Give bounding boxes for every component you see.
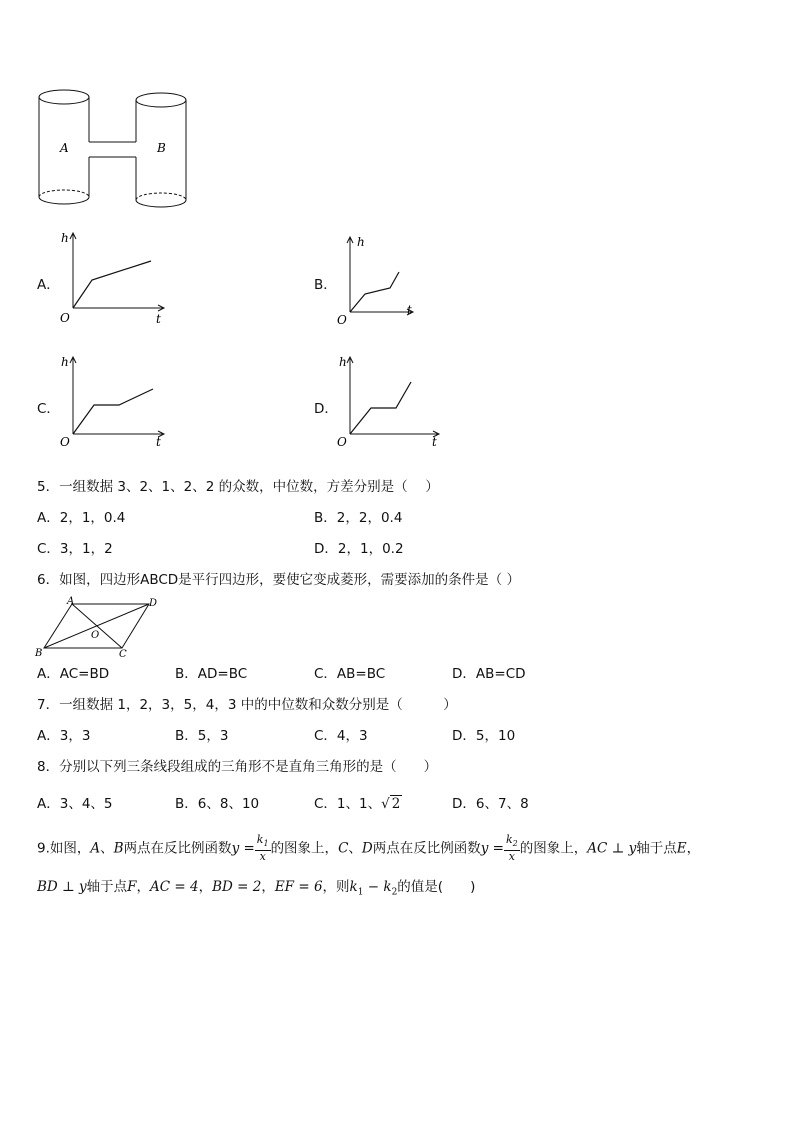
frac1-den: x [259,850,266,864]
graph-d-o: O [337,435,347,449]
graph-c-o: O [60,435,70,449]
q9-l2-e: AC = 4 [150,879,199,895]
graph-a-t: t [156,312,161,326]
q9-y-eq-1: y = [231,840,255,857]
kd-minus: − [363,879,384,895]
q9-l2-b: 轴于点 [86,879,128,895]
graph-option-a[interactable] [58,228,173,328]
q6-stem: 6．如图，四边形ABCD是平行四边形，要使它变成菱形，需要添加的条件是（ ） [37,572,520,588]
graph-option-d-letter: D． [314,401,338,417]
q9-p9: D [361,840,373,857]
sqrt-two: √ 2 [381,796,401,812]
graph-a-h: h [61,231,69,245]
graph-b-o: O [337,313,347,327]
frac1-sub: 1 [263,839,269,849]
parallelogram-figure [33,596,163,660]
k1-minus-k2 [349,879,398,898]
q6-option-c[interactable]: C．AB=BC [314,666,386,682]
frac1-k: k [256,833,264,846]
graph-option-b-letter: B． [314,277,337,293]
q9-l2-a: BD ⊥ y [37,879,87,895]
q7-option-a[interactable]: A．3，3 [37,728,91,744]
graph-a-o: O [60,311,70,325]
parallelogram-label-c: C [119,649,127,660]
q9-l2-h: ， [261,879,275,895]
graph-option-c[interactable] [58,352,173,452]
q8-option-b[interactable]: B．6、8、10 [175,796,260,812]
kd-k2: k [383,879,392,895]
q9-l2-c: F [127,879,137,895]
graph-d-h: h [339,355,347,369]
graph-option-c-letter: C． [37,401,60,417]
q7-option-d[interactable]: D．5，10 [452,728,516,744]
q9-l2-d: ， [136,879,151,895]
q9-line1 [37,834,700,863]
q9-l2-j: ，则 [322,879,350,895]
q9-p1: 9.如图， [37,840,91,857]
q9-p2: A [90,840,101,857]
q5-option-a[interactable]: A．2，1，0.4 [37,510,126,526]
q9-p13: 轴于点 [636,840,677,857]
q6-option-a[interactable]: A．AC=BD [37,666,110,682]
q9-p8: 、 [348,840,362,857]
graph-b-h: h [357,235,365,249]
q9-l2-f: ， [198,879,213,895]
q9-p3: 、 [100,840,114,857]
q9-p5: 两点在反比例函数 [123,840,232,857]
graph-c-t: t [156,435,161,449]
parallelogram-label-o: O [91,630,100,641]
frac2-k: k [505,833,513,846]
q8-option-c[interactable] [314,795,402,813]
q8-option-d[interactable]: D．6、7、8 [452,796,529,812]
graph-option-b[interactable] [333,232,423,327]
q9-p6: 的图象上， [270,840,339,857]
q6-option-d[interactable]: D．AB=CD [452,666,526,682]
q9-l2-k: 的值是( ) [397,879,476,895]
frac2-sub: 2 [512,839,518,849]
q5-stem: 5．一组数据 3、2、1、2、2 的众数，中位数，方差分别是（ ） [37,479,439,495]
fraction-k2-over-x [504,834,520,863]
graph-d-t: t [432,435,437,449]
graph-c-h: h [61,355,69,369]
q8-option-c-text: C．1、1、 [314,796,382,812]
cylinder-label-b: B [157,141,166,155]
q7-option-b[interactable]: B．5，3 [175,728,229,744]
q9-line2 [37,878,475,902]
parallelogram-label-b: B [35,648,43,659]
frac2-den: x [508,850,515,864]
q9-p7: C [338,840,349,857]
q9-p12: AC ⊥ y [587,840,637,857]
sqrt-two-radicand: 2 [391,796,401,812]
q7-option-c[interactable]: C．4，3 [314,728,368,744]
q9-p14: E [676,840,687,857]
q5-option-c[interactable]: C．3，1，2 [37,541,113,557]
parallelogram-label-d: D [149,598,158,609]
q5-option-b[interactable]: B．2，2，0.4 [314,510,403,526]
cylinder-label-a: A [60,141,69,155]
kd-k1: k [349,879,358,895]
graph-option-a-letter: A． [37,277,60,293]
q9-l2-g: BD = 2 [212,879,262,895]
q9-l2-i: EF = 6 [274,879,323,895]
q5-option-d[interactable]: D．2，1，0.2 [314,541,404,557]
kd-sub2: 2 [391,887,398,898]
graph-b-t: t [407,303,412,317]
connected-cylinders-figure [30,85,200,215]
q6-option-b[interactable]: B．AD=BC [175,666,248,682]
kd-sub1: 1 [357,887,364,898]
q8-option-a[interactable]: A．3、4、5 [37,796,113,812]
parallelogram-label-a: A [67,596,75,607]
q9-p11: 的图象上， [519,840,588,857]
graph-option-d[interactable] [333,352,448,452]
q8-stem: 8．分别以下列三条线段组成的三角形不是直角三角形的是（ ） [37,759,438,775]
fraction-k1-over-x [255,834,271,863]
q9-p15: ， [686,840,701,857]
q9-y-eq-2: y = [480,840,504,857]
q9-p10: 两点在反比例函数 [372,840,481,857]
q9-p4: B [113,840,124,857]
q7-stem: 7．一组数据 1，2，3，5，4，3 中的中位数和众数分别是（ ） [37,697,457,713]
